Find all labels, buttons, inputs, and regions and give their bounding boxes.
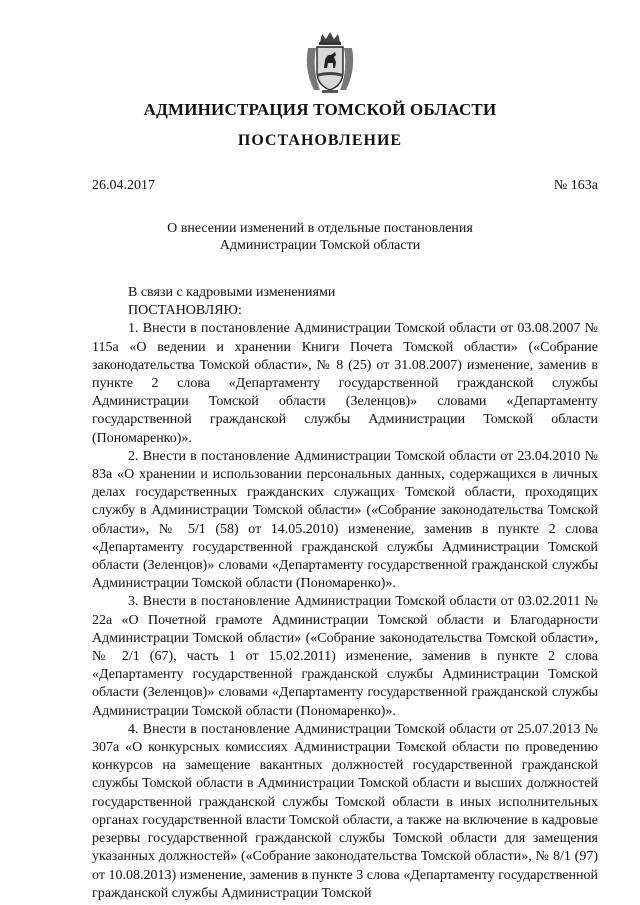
preamble: В связи с кадровыми изменениями <box>128 285 336 300</box>
document-subject <box>0 220 640 254</box>
decree-item: 2. Внести в постановление Администрации Томской области от 23.04.2010 № 83а «О хранении и использовании персональных данных, содержащихся в личных делах государственных гражданских служащих Томской области, проходящих службу в Администрации Томской области» («Собрание законодательства Томской области», № 5/1 (58) от 14.05.2010) изменение, заменив в пункте 2 слова «Департаменту государственной гражданской службы Администрации Томской области (Зеленцов)» словами «Департаменту государственной гражданской службы Администрации Томской области (Пономаренко)». <box>92 448 598 592</box>
document-date: 26.04.2017 <box>92 178 155 193</box>
decree-item: 4. Внести в постановление Администрации Томской области от 25.07.2013 № 307а «О конкурсных комиссиях Администрации Томской области по проведению конкурсов на замещение вакантных должностей государственной гражданской службы Томской области в Администрации Томской области и высших должностей государственной гражданской службы Томской области в иных исполнительных органах государственной власти Томской области, а также на включение в кадровые резервы государственной гражданской службы Томской области для замещения указанных должностей» («Собрание законодательства Томской области», № 8/1 (97) от 10.08.2013) изменение, заменив в пункте 3 слова «Департаменту государственной гражданской службы Администрации Томской <box>92 721 598 901</box>
coat-of-arms-icon <box>300 30 360 94</box>
document-body <box>92 284 598 903</box>
decree-item: 3. Внести в постановление Администрации Томской области от 03.02.2011 № 22а «О Почетной грамоте Администрации Томской области и Благодарности Администрации Томской области» («Собрание законодательства Томской области», № 2/1 (67), часть 1 от 15.02.2011) изменение, заменив в пункте 2 слова «Департаменту государственной гражданской службы Администрации Томской области (Зеленцов)» словами «Департаменту государственной гражданской службы Администрации Томской области (Пономаренко)». <box>92 594 598 719</box>
organization-title: АДМИНИСТРАЦИЯ ТОМСКОЙ ОБЛАСТИ <box>143 100 497 119</box>
subject-line: Администрации Томской области <box>219 238 421 253</box>
decree-item: 1. Внести в постановление Администрации Томской области от 03.08.2007 № 115а «О ведении и хранении Книги Почета Томской области» («Собрание законодательства Томской области», № 8 (25) от 31.08.2007) изменение, заменив в пункте 2 слова «Департаменту государственной гражданской службы Администрации Томской области (Зеленцов)» словами «Департаменту государственной гражданской службы Администрации Томской области (Пономаренко)». <box>92 321 598 446</box>
document-number: № 163а <box>553 178 598 193</box>
decree-word: ПОСТАНОВЛЯЮ: <box>128 303 242 319</box>
subject-line: О внесении изменений в отдельные постановления <box>167 221 473 236</box>
document-type: ПОСТАНОВЛЕНИЕ <box>237 132 403 149</box>
